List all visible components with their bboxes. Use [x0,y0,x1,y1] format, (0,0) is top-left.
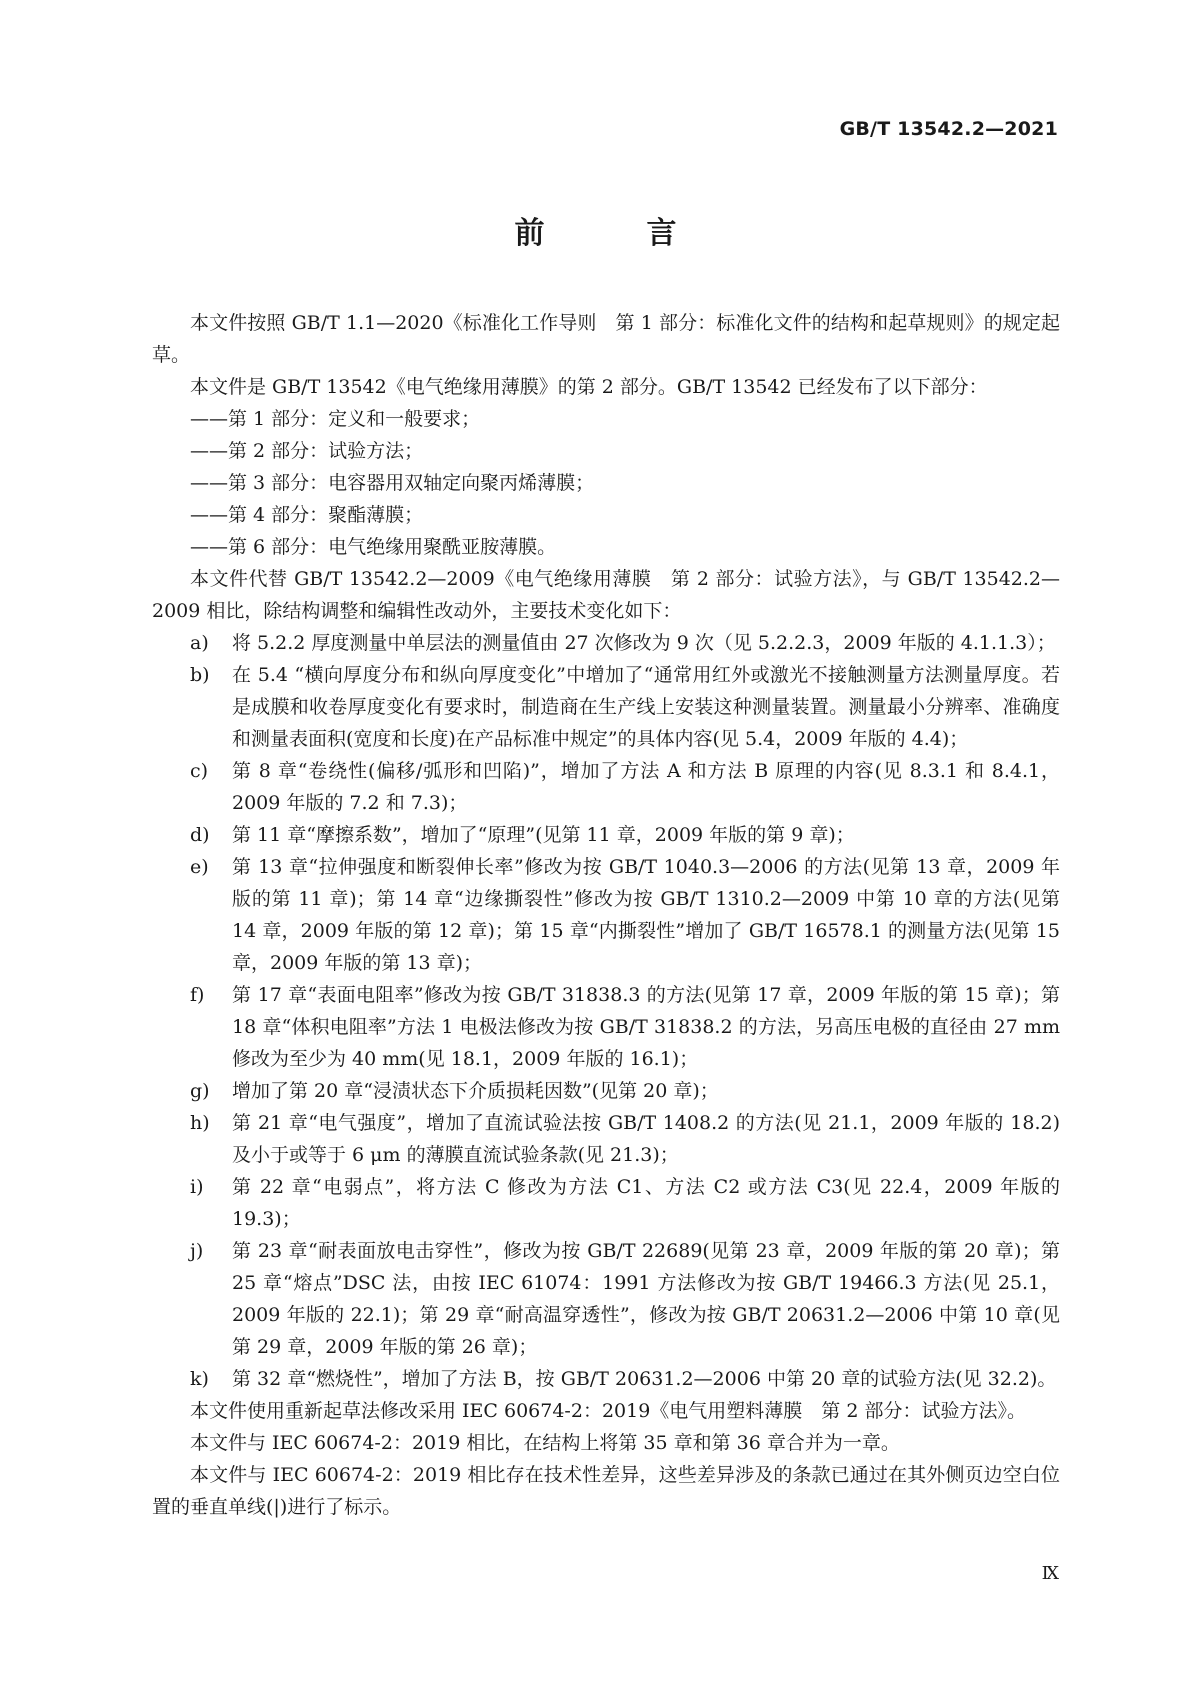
change-item [152,979,1060,1075]
change-text: 第 23 章“耐表面放电击穿性”，修改为按 GB/T 22689(见第 23 章，2009 年版的第 20 章)；第 25 章“熔点”DSC 法，由按 IEC 61074：1991 方法修改为按 GB/T 19466.3 方法(见 25.1，2009 年版的 22.1)；第 29 章“耐高温穿透性”，修改为按 GB/T 20631.2—2006 中第 10 章(见第 29 章，2009 年版的第 26 章)； [232,1240,1060,1358]
change-item [152,1363,1060,1395]
change-marker: i) [190,1176,204,1198]
change-marker: k) [190,1368,209,1390]
change-marker: h) [190,1112,210,1134]
change-text: 第 32 章“燃烧性”，增加了方法 B，按 GB/T 20631.2—2006 中第 20 章的试验方法(见 32.2)。 [232,1368,1057,1390]
change-marker: a) [190,632,209,654]
paragraph-replaces: 本文件代替 GB/T 13542.2—2009《电气绝缘用薄膜 第 2 部分：试验方法》，与 GB/T 13542.2—2009 相比，除结构调整和编辑性改动外，主要技术变化如下： [152,568,1060,622]
change-item [152,755,1060,819]
change-text: 第 13 章“拉伸强度和断裂伸长率”修改为按 GB/T 1040.3—2006 的方法(见第 13 章，2009 年版的第 11 章)；第 14 章“边缘撕裂性”修改为按 GB/T 1310.2—2009 中第 10 章的方法(见第 14 章，2009 年版的第 12 章)；第 15 章“内撕裂性”增加了 GB/T 16578.1 的测量方法(见第 15 章，2009 年版的第 13 章)； [232,856,1060,974]
change-text: 第 17 章“表面电阻率”修改为按 GB/T 31838.3 的方法(见第 17 章，2009 年版的第 15 章)；第 18 章“体积电阻率”方法 1 电极法修改为按 GB/T 31838.2 的方法，另高压电极的直径由 27 mm修改为至少为 40 mm(见 18.1，2009 年版的 16.1)； [232,984,1060,1070]
change-item [152,1075,1060,1107]
page-title: 前 言 [514,216,713,251]
change-marker: c) [190,760,209,782]
change-text: 第 11 章“摩擦系数”，增加了“原理”(见第 11 章，2009 年版的第 9 章)； [232,824,855,846]
change-item [152,851,1060,979]
change-marker: f) [190,984,205,1006]
change-marker: d) [190,824,210,846]
change-text: 第 21 章“电气强度”，增加了直流试验法按 GB/T 1408.2 的方法(见 21.1，2009 年版的 18.2)及小于或等于 6 μm 的薄膜直流试验条款(见 21.3)； [232,1112,1060,1166]
document-body [152,307,1060,1523]
paragraph-adoption: 本文件使用重新起草法修改采用 IEC 60674-2：2019《电气用塑料薄膜 第 2 部分：试验方法》。 [190,1400,1026,1422]
paragraph-series-parts: 本文件是 GB/T 13542《电气绝缘用薄膜》的第 2 部分。GB/T 13542 已经发布了以下部分： [190,376,988,398]
change-item [152,659,1060,755]
change-marker: e) [190,856,209,878]
part-list-item: ——第 4 部分：聚酯薄膜； [190,504,424,526]
standard-number: GB/T 13542.2—2021 [839,118,1058,140]
paragraph-technical-diff: 本文件与 IEC 60674-2：2019 相比存在技术性差异，这些差异涉及的条款已通过在其外侧页边空白位置的垂直单线(|)进行了标示。 [152,1464,1060,1518]
change-item [152,1107,1060,1171]
change-item [152,627,1060,659]
page-number: Ⅸ [1041,1563,1059,1584]
change-text: 第 8 章“卷绕性(偏移/弧形和凹陷)”，增加了方法 A 和方法 B 原理的内容(见 8.3.1 和 8.4.1，2009 年版的 7.2 和 7.3)； [232,760,1060,814]
part-list-item: ——第 6 部分：电气绝缘用聚酰亚胺薄膜。 [190,536,557,558]
change-item [152,819,1060,851]
change-text: 在 5.4 “横向厚度分布和纵向厚度变化”中增加了“通常用红外或激光不接触测量方法测量厚度。若是成膜和收卷厚度变化有要求时，制造商在生产线上安装这种测量装置。测量最小分辨率、准确度和测量表面积(宽度和长度)在产品标准中规定”的具体内容(见 5.4，2009 年版的 4.4)； [232,664,1060,750]
change-item [152,1235,1060,1363]
part-list-item: ——第 1 部分：定义和一般要求； [190,408,481,430]
part-list-item: ——第 2 部分：试验方法； [190,440,424,462]
change-text: 将 5.2.2 厚度测量中单层法的测量值由 27 次修改为 9 次（见 5.2.2.3，2009 年版的 4.1.1.3）； [232,632,1056,654]
change-text: 增加了第 20 章“浸渍状态下介质损耗因数”(见第 20 章)； [232,1080,719,1102]
change-marker: g) [190,1080,210,1102]
paragraph-drafting-rules: 本文件按照 GB/T 1.1—2020《标准化工作导则 第 1 部分：标准化文件的结构和起草规则》的规定起草。 [152,312,1060,366]
paragraph-structure-diff: 本文件与 IEC 60674-2：2019 相比，在结构上将第 35 章和第 36 章合并为一章。 [190,1432,900,1454]
change-text: 第 22 章“电弱点”，将方法 C 修改为方法 C1、方法 C2 或方法 C3(见 22.4，2009 年版的 19.3)； [232,1176,1060,1230]
part-list-item: ——第 3 部分：电容器用双轴定向聚丙烯薄膜； [190,472,595,494]
change-marker: b) [190,664,210,686]
change-item [152,1171,1060,1235]
change-marker: j) [190,1240,204,1262]
